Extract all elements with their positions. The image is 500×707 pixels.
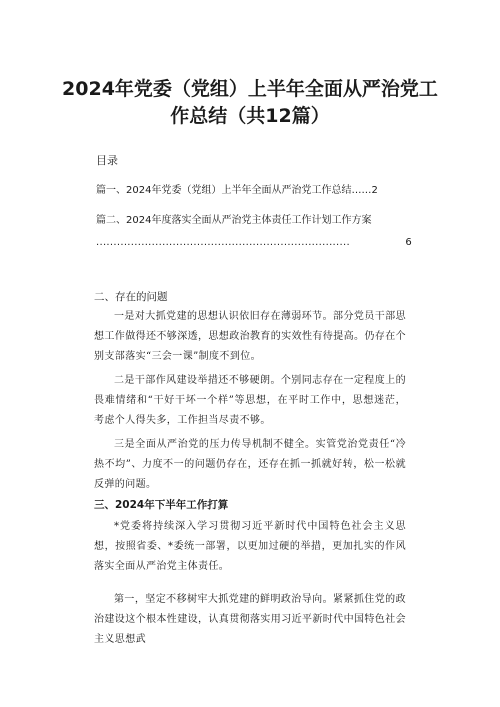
toc-entry-1[interactable] [96, 181, 412, 196]
toc-entry-2-leader [96, 237, 412, 248]
paragraph: 二是干部作风建设举措还不够硬朗。个别同志存在一定程度上的畏难情绪和“干好干坏一个样”等思想，在平时工作中，思想迷茫，考虑个人得失多，工作担当尽责不够。 [94, 375, 406, 426]
toc-leader-dots: ......................................................................... [96, 237, 350, 248]
paragraph: 三是全面从严治党的压力传导机制不健全。实管党治党责任“冷热不均”、力度不一的问题仍存在，还存在抓一抓就好转，松一松就反弹的问题。 [94, 439, 406, 490]
document-title: 2024年党委（党组）上半年全面从严治党工作总结（共12篇） [62, 78, 438, 127]
paragraph: *党委将持续深入学习贯彻习近平新时代中国特色社会主义思想，按照省委、*委统一部署，以更加过硬的举措，更加扎实的作风落实全面从严治党主体责任。 [94, 521, 406, 572]
toc-leader-dots: ‥‥‥ [351, 185, 372, 196]
toc-page-number: 6 [405, 237, 412, 248]
toc-entry-label: 篇二、2024年度落实全面从严治党主体责任工作计划工作方案 [96, 215, 372, 226]
toc-entry-2[interactable] [96, 211, 412, 226]
toc-heading: 目录 [96, 154, 118, 167]
section-heading-plans: 三、2024年下半年工作打算 [94, 499, 229, 511]
section-heading-problems: 二、存在的问题 [94, 291, 168, 303]
paragraph: 第一，坚定不移树牢大抓党建的鲜明政治导向。紧紧抓住党的政治建设这个根本性建设，认真贯彻落实用习近平新时代中国特色社会主义思想武 [94, 594, 406, 645]
toc-page-number: 2 [371, 185, 378, 196]
toc-entry-label: 篇一、2024年党委（党组）上半年全面从严治党工作总结 [96, 185, 352, 196]
paragraph: 一是对大抓党建的思想认识依旧存在薄弱环节。部分党员干部思想工作做得还不够深透，思想政治教育的实效性有待提高。仍存在个别支部落实“三会一课”制度不到位。 [94, 311, 406, 362]
